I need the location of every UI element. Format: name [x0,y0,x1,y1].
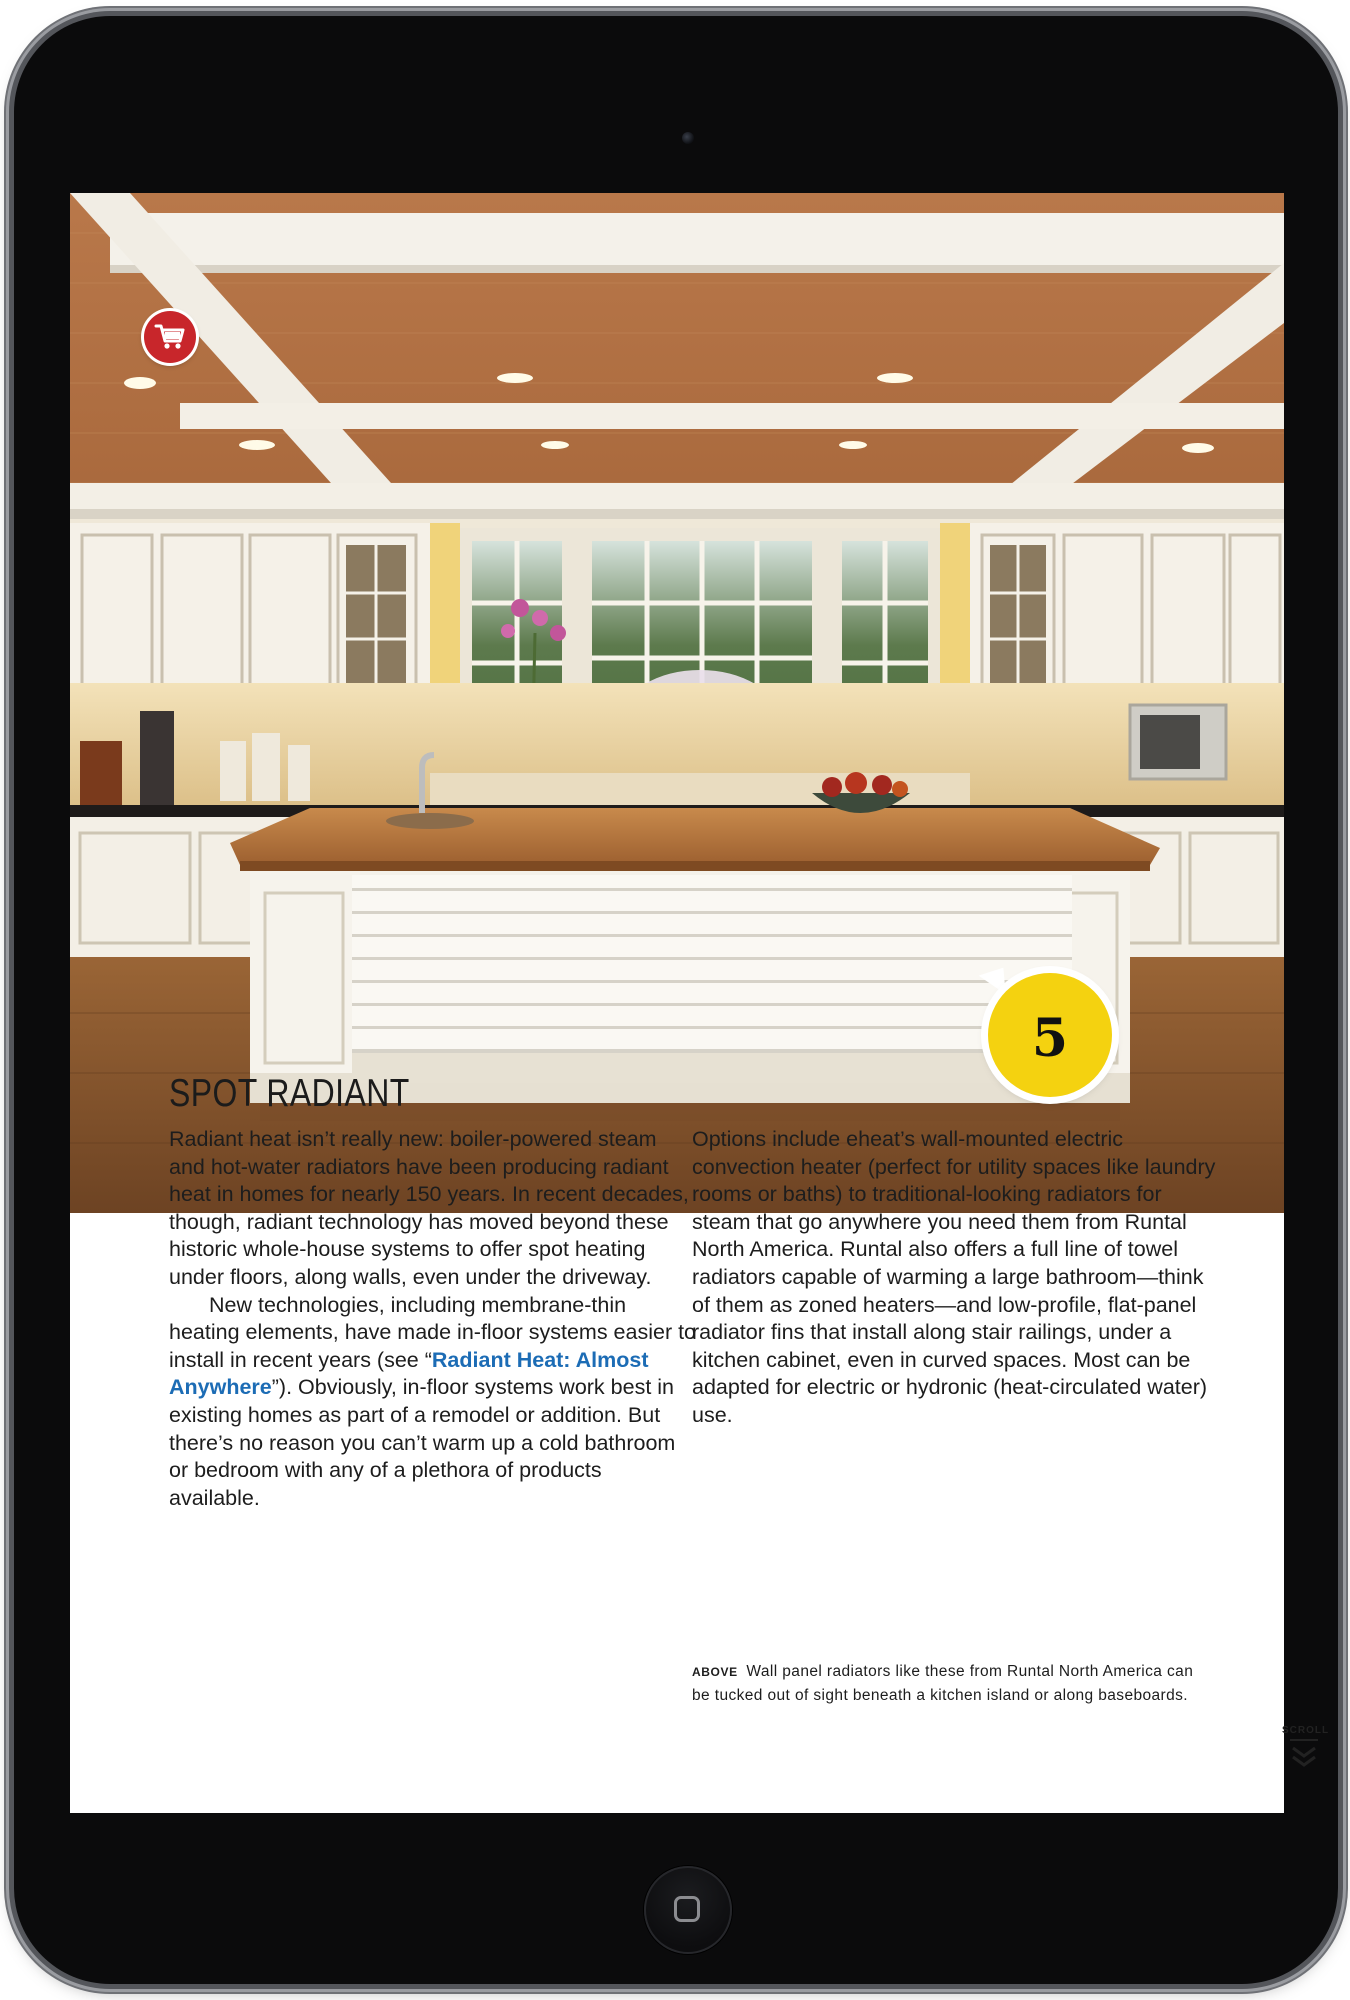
caption-text: Wall panel radiators like these from Runtal North America can be tucked out of sight beneath a kitchen island or along baseboards. [692,1663,1194,1704]
photo-caption [692,1660,1212,1708]
scroll-label: SCROLL [1282,1725,1330,1736]
home-button[interactable] [644,1866,732,1954]
radiant-heat-link[interactable]: Radiant Heat: Almost Anywhere [169,1347,649,1400]
paragraph-options: Options include eheat’s wall-mounted electric convection heater (perfect for utility spaces like laundry rooms or baths) to traditional-looking radiators for steam that go anywhere you need them from Runtal North America. Runtal also offers a full line of towel radiators capable of warming a large bathroom—think of them as zoned heaters—and low-profile, flat-panel radiator fins that install along stair railings, under a kitchen cabinet, even in curved spaces. Most can be adapted for electric or hydronic (heat-circulated water) use. [692,1127,1216,1427]
double-chevron-down-icon [1290,1745,1318,1769]
magazine-page [70,193,1330,1813]
paragraph-technologies-text: New technologies, including membrane-thin heating elements, have made in-floor systems easier to install in recent years (see “ [169,1292,697,1372]
paragraph-technologies [169,1292,697,1513]
scroll-button[interactable] [1282,1725,1330,1773]
article-headline: SPOT RADIANT [169,1072,410,1115]
shopping-cart-button[interactable] [144,311,196,363]
number-badge [988,973,1112,1097]
home-square-icon [674,1896,700,1922]
badge-number: 5 [1031,1007,1069,1069]
paragraph-intro: Radiant heat isn’t really new: boiler-powered steam and hot-water radiators have been producing radiant heat in homes for nearly 150 years. In recent decades, though, radiant technology has moved beyond these historic whole-house systems to offer spot heating under floors, along walls, even under the driveway. [169,1127,689,1289]
paragraph-technologies-text-end: ”). Obviously, in-floor systems work best in existing homes as part of a remodel or addition. But there’s no reason you can’t warm up a cold bathroom or bedroom with any of a plethora of products available. [169,1375,676,1510]
kitchen-photo [70,193,1284,1213]
scroll-divider [1290,1739,1318,1741]
article-column-right [692,1126,1220,1430]
caption-label: ABOVE [692,1665,738,1679]
front-camera [682,132,694,144]
article-column-left [169,1126,697,1512]
shopping-cart-icon [155,323,185,351]
